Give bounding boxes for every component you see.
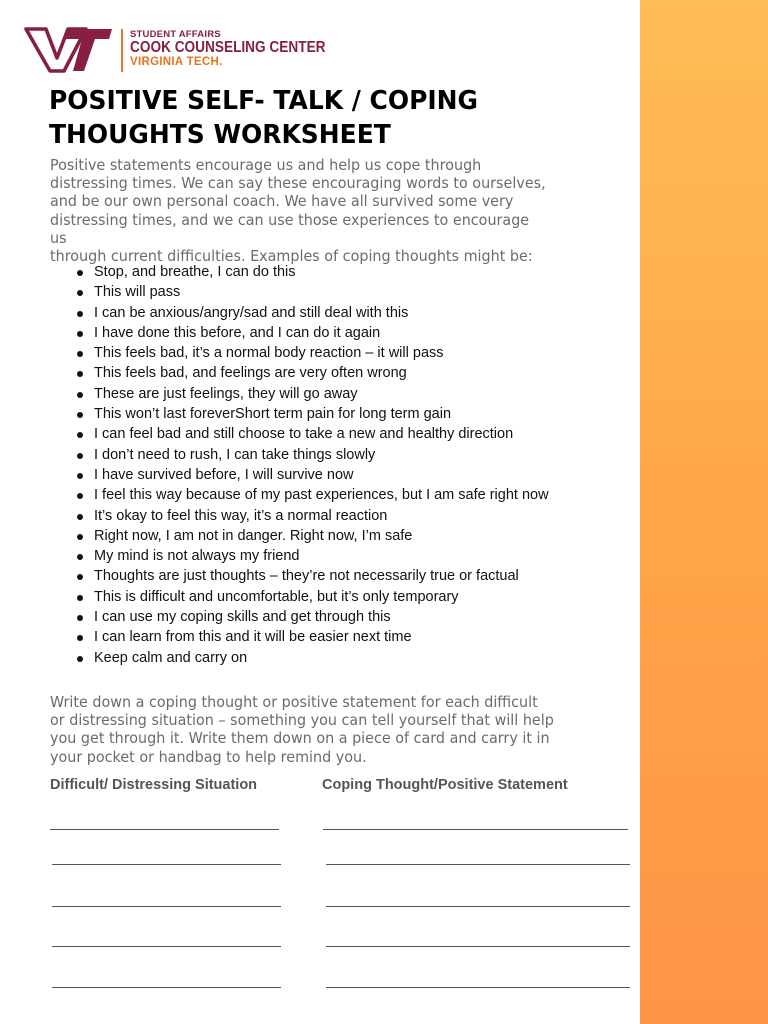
intro-line: through current difficulties. Examples of coping thoughts might be: (50, 247, 533, 266)
bullet-icon (77, 392, 83, 398)
bullet-icon (77, 412, 83, 418)
coping-write-line[interactable] (326, 987, 630, 988)
coping-write-line[interactable] (323, 829, 628, 830)
bullet-icon (77, 554, 83, 560)
situation-write-line[interactable] (50, 829, 279, 830)
bullet-icon (77, 453, 83, 459)
decorative-side-band (640, 0, 768, 1024)
bullet-icon (77, 270, 83, 276)
bullet-icon (77, 290, 83, 296)
coping-write-line[interactable] (326, 906, 630, 907)
coping-thought-text: Thoughts are just thoughts – they’re not necessarily true or factual (94, 568, 519, 585)
coping-thought-text: I can be anxious/angry/sad and still deal with this (94, 304, 409, 321)
bullet-icon (77, 534, 83, 540)
coping-thought-item (94, 424, 654, 444)
coping-thought-text: I have survived before, I will survive now (94, 466, 354, 483)
org-line-counseling-center: COOK COUNSELING CENTER (130, 39, 326, 56)
coping-thought-item (94, 485, 654, 505)
coping-thought-text: Right now, I am not in danger. Right now, I’m safe (94, 527, 413, 544)
coping-thought-item (94, 404, 654, 424)
intro-line: Positive statements encourage us and help us cope through (50, 156, 482, 174)
coping-thought-item (94, 445, 654, 465)
coping-write-line[interactable] (326, 864, 630, 865)
coping-thought-item (94, 363, 654, 383)
coping-thought-item (94, 465, 654, 485)
logo-divider (121, 29, 123, 72)
coping-thought-text: Stop, and breathe, I can do this (94, 264, 296, 280)
bullet-icon (77, 473, 83, 479)
coping-thought-item (94, 506, 654, 526)
org-name-block (130, 30, 352, 68)
coping-thought-text: This feels bad, it’s a normal body reaction – it will pass (94, 345, 444, 362)
situation-column-header: Difficult/ Distressing Situation (50, 777, 258, 793)
org-line-virginia-tech: VIRGINIA TECH. (130, 56, 223, 68)
coping-thought-text: This will pass (94, 284, 181, 301)
bullet-icon (77, 514, 83, 520)
bullet-icon (77, 371, 83, 377)
coping-thought-item (94, 587, 654, 607)
coping-thought-item (94, 303, 654, 323)
coping-thought-item (94, 566, 654, 586)
coping-thought-text: I can use my coping skills and get through this (94, 609, 391, 626)
situation-write-line[interactable] (52, 864, 281, 865)
intro-line: distressing times, and we can use those experiences to encourage us (50, 210, 530, 247)
coping-thought-text: I feel this way because of my past experiences, but I am safe right now (94, 487, 549, 504)
bullet-icon (77, 351, 83, 357)
coping-thought-text: It’s okay to feel this way, it’s a normal reaction (94, 507, 388, 524)
coping-thought-text: My mind is not always my friend (94, 548, 300, 565)
situation-write-line[interactable] (52, 946, 281, 947)
title-line: THOUGHTS WORKSHEET (49, 120, 391, 150)
coping-thought-item (94, 282, 654, 302)
instructions-line: your pocket or handbag to help remind you. (50, 747, 367, 766)
bullet-icon (77, 574, 83, 580)
bullet-icon (77, 656, 83, 662)
coping-thought-item (94, 546, 654, 566)
coping-thought-item (94, 262, 654, 282)
instructions-line: or distressing situation – something you can tell yourself that will help (50, 711, 554, 730)
bullet-icon (77, 493, 83, 499)
instructions-paragraph (50, 693, 577, 766)
instructions-line: you get through it. Write them down on a piece of card and carry it in (50, 729, 550, 748)
coping-column-header: Coping Thought/Positive Statement (322, 777, 568, 793)
coping-thought-item (94, 607, 654, 627)
coping-thoughts-list (94, 262, 654, 668)
coping-thought-text: I have done this before, and I can do it again (94, 324, 381, 341)
coping-thought-text: This feels bad, and feelings are very often wrong (94, 365, 407, 382)
coping-thought-text: Keep calm and carry on (94, 649, 248, 666)
bullet-icon (77, 331, 83, 337)
coping-thought-text: I don’t need to rush, I can take things slowly (94, 446, 376, 463)
coping-thought-item (94, 384, 654, 404)
coping-write-line[interactable] (326, 946, 630, 947)
intro-paragraph (50, 156, 550, 265)
bullet-icon (77, 615, 83, 621)
bullet-icon (77, 311, 83, 317)
coping-thought-text: This is difficult and uncomfortable, but it’s only temporary (94, 588, 459, 605)
bullet-icon (77, 432, 83, 438)
coping-thought-item (94, 323, 654, 343)
coping-thought-item (94, 343, 654, 363)
coping-thought-item (94, 648, 654, 668)
coping-thought-item (94, 526, 654, 546)
coping-thought-text: I can learn from this and it will be easier next time (94, 629, 412, 646)
intro-line: distressing times. We can say these encouraging words to ourselves, (50, 174, 546, 193)
title-line: POSITIVE SELF- TALK / COPING (49, 86, 479, 116)
intro-line: and be our own personal coach. We have all survived some very (50, 192, 514, 211)
situation-write-line[interactable] (52, 987, 281, 988)
coping-thought-text: This won’t last foreverShort term pain for long term gain (94, 406, 452, 423)
instructions-line: Write down a coping thought or positive statement for each difficult (50, 693, 538, 711)
situation-write-line[interactable] (52, 906, 281, 907)
bullet-icon (77, 635, 83, 641)
coping-thought-item (94, 627, 654, 647)
bullet-icon (77, 595, 83, 601)
vt-logo (24, 27, 114, 73)
org-line-student-affairs: STUDENT AFFAIRS (130, 29, 221, 40)
coping-thought-text: I can feel bad and still choose to take a new and healthy direction (94, 426, 514, 443)
coping-thought-text: These are just feelings, they will go away (94, 385, 358, 402)
worksheet-title (49, 84, 478, 152)
